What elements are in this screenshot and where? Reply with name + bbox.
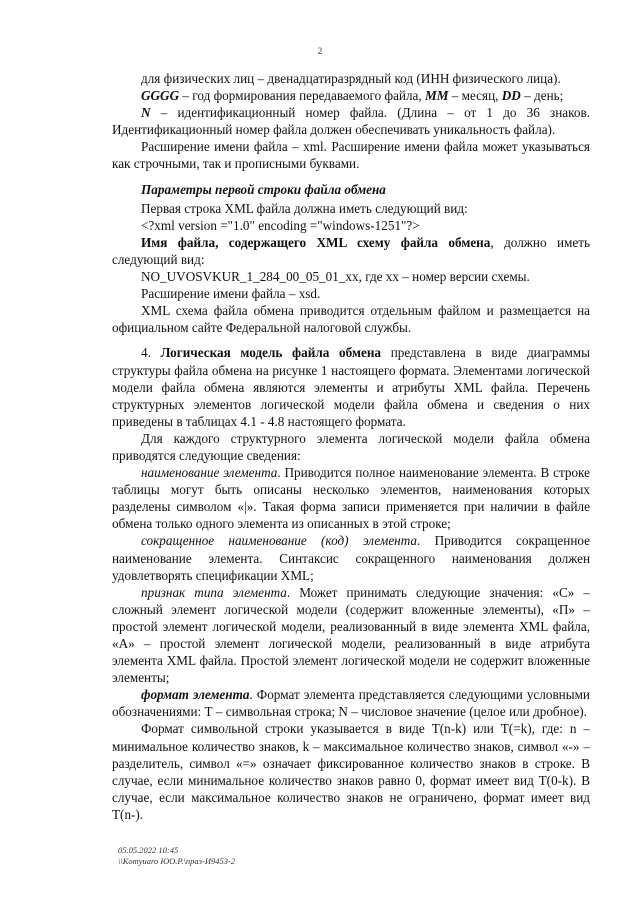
text: . Формат элемента представляется следующими условными обозначениями: Т – символьная строка; N – числовое значение (целое или дробное).: [112, 687, 590, 720]
heading-text: Параметры первой строки файла обмена: [141, 181, 386, 197]
text: Расширение имени файла – xml. Расширение имени файла может указываться как строчными, так и прописными буквами.: [112, 139, 590, 172]
text: – год формирования передаваемого файла,: [179, 88, 426, 104]
text: Для каждого структурного элемента логической модели файла обмена приводятся следующие сведения:: [112, 430, 590, 463]
paragraph-15: [112, 532, 590, 583]
schema-file-name: [112, 268, 590, 285]
text: для физических лиц – двенадцатиразрядный код (ИНН физического лица).: [141, 71, 561, 86]
term-mm: MM: [425, 88, 449, 104]
text: . Приводится сокращенное наименование элемента. Синтаксис сокращенного наименования должен удовлетворять спецификации XML;: [112, 533, 591, 583]
logical-model-term: Логическая модель файла обмена: [160, 345, 382, 361]
paragraph-13: [112, 430, 590, 464]
xml-declaration: [112, 217, 590, 234]
element-type-term: признак типа элемента: [141, 584, 287, 600]
footer-file-path: \\Komyuaro ЮО.P.\npaз-И9453-2: [118, 856, 236, 866]
document-footer-stamp: [118, 845, 235, 867]
document-body: [112, 70, 590, 823]
text: представлена в виде диаграммы структуры файла обмена на рисунке 1 настоящего формата. Элементами логической модели файла обмена являются элементы и атрибуты XML файла. Перечень структурных элементов логической модели файла обмена и сведения о них приведены в таблицах 4.1 - 4.8 настоящего формата.: [112, 345, 591, 429]
footer-timestamp: 05.05.2022 10:45: [118, 845, 179, 855]
section-heading-first-line: [112, 181, 590, 198]
paragraph-18: [112, 720, 590, 823]
paragraph-6: [112, 200, 590, 217]
paragraph-12: [112, 344, 590, 429]
paragraph-3: [112, 104, 590, 138]
paragraph-17: [112, 686, 590, 720]
paragraph-10: [112, 285, 590, 302]
term-dd: DD: [501, 88, 521, 104]
term-n: N: [141, 105, 151, 121]
text: – месяц,: [448, 88, 502, 104]
text: – идентификационный номер файла. (Длина – от 1 до 36 знаков. Идентификационный номер файла должен обеспечивать уникальность файла).: [112, 105, 590, 138]
schema-file-name-term: Имя файла, содержащего XML схему файла обмена: [141, 234, 491, 250]
page-number: 2: [317, 46, 323, 56]
short-name-term: сокращенное наименование (код) элемента: [141, 533, 418, 549]
text: Формат символьной строки указывается в виде T(n-k) или T(=k), где: n – минимальное количество знаков, k – максимальное количество знаков, символ «-» – разделитель, символ «=» означает фиксированное количество знаков в строке. В случае, если минимальное количество знаков равно 0, формат имеет вид T(0-k). В случае, если максимальное количество знаков не ограничено, формат имеет вид T(n-).: [112, 721, 590, 822]
paragraph-11: [112, 302, 590, 336]
text: . Может принимать следующие значения: «С» – сложный элемент логической модели (содержит вложенные элементы), «П» – простой элемент логической модели, реализованный в виде элемента XML файла, «А» – простой элемент логической модели, реализованный в виде атрибута элемента XML файла. Простой элемент логической модели не содержит вложенные элементы;: [112, 584, 590, 686]
text: Первая строка XML файла должна иметь следующий вид:: [141, 200, 468, 216]
paragraph-14: [112, 464, 590, 532]
paragraph-2: [112, 87, 590, 104]
text: NO_UVOSVKUR_1_284_00_05_01_xx, где xx – номер версии схемы.: [141, 269, 530, 285]
term-gggg: GGGG: [141, 88, 180, 104]
code-text: <?xml version ="1.0" encoding ="windows-1251"?>: [141, 217, 420, 233]
element-name-term: наименование элемента: [141, 465, 278, 481]
paragraph-4: [112, 138, 590, 172]
paragraph-8: [112, 234, 590, 268]
paragraph-1: [112, 70, 590, 87]
text: , должно иметь следующий вид:: [112, 234, 590, 267]
section-number: 4.: [141, 345, 161, 361]
element-format-term: формат элемента: [141, 687, 250, 703]
text: . Приводится полное наименование элемента. В строке таблицы могут быть описаны несколько элементов, наименования которых разделены символом «|». Такая форма записи применяется при наличии в файле обмена только одного элемента из описанных в этой строке;: [112, 465, 590, 532]
paragraph-16: [112, 584, 590, 687]
text: – день;: [520, 88, 564, 104]
text: XML схема файла обмена приводится отдельным файлом и размещается на официальном сайте Федеральной налоговой службы.: [112, 303, 590, 336]
text: Расширение имени файла – xsd.: [141, 286, 321, 302]
